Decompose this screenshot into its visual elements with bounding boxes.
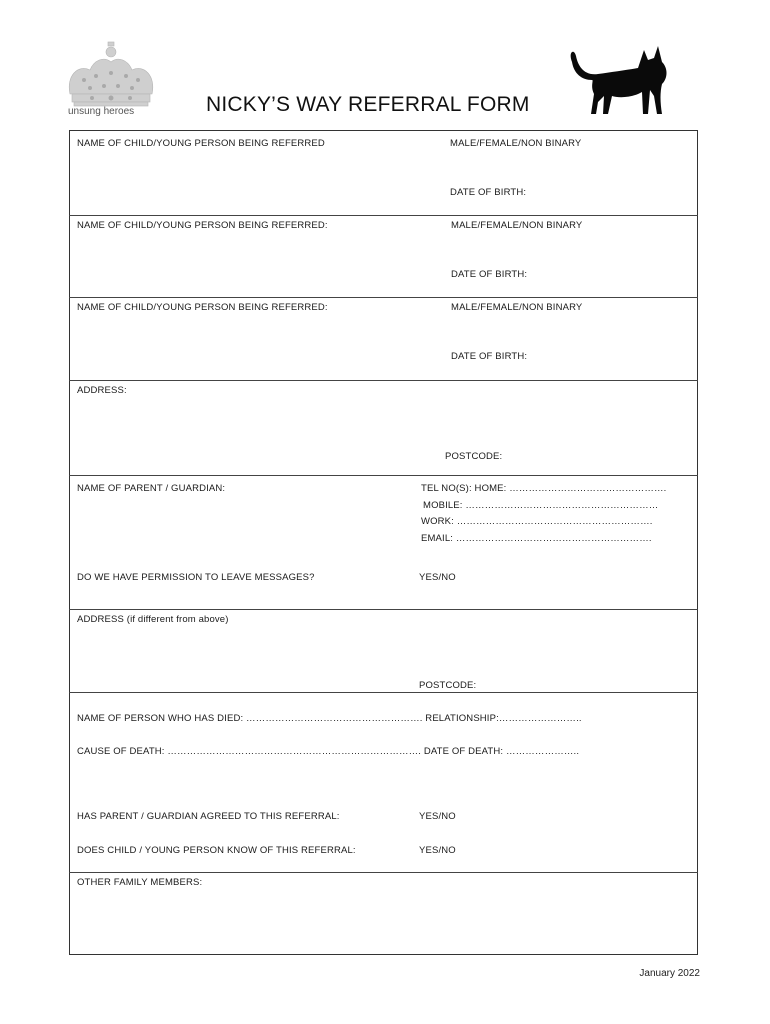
footer-date: January 2022 — [639, 968, 700, 979]
child-1-name-label[interactable]: NAME OF CHILD/YOUNG PERSON BEING REFERRED — [77, 138, 325, 149]
alt-postcode-label[interactable]: POSTCODE: — [419, 680, 477, 691]
child-2-gender-label[interactable]: MALE/FEMALE/NON BINARY — [451, 220, 583, 231]
postcode-label[interactable]: POSTCODE: — [445, 451, 503, 462]
section-divider — [69, 872, 698, 873]
email-field[interactable]: EMAIL: ……………………………………………………. — [421, 533, 652, 544]
child-3-dob-label[interactable]: DATE OF BIRTH: — [451, 351, 528, 362]
permission-label: DO WE HAVE PERMISSION TO LEAVE MESSAGES? — [77, 572, 315, 583]
black-cat-illustration — [568, 40, 676, 118]
child-2-name-label[interactable]: NAME OF CHILD/YOUNG PERSON BEING REFERRED: — [77, 220, 328, 231]
child-3-name-label[interactable]: NAME OF CHILD/YOUNG PERSON BEING REFERRED: — [77, 302, 328, 313]
child-2-dob-label[interactable]: DATE OF BIRTH: — [451, 269, 528, 280]
section-divider — [69, 215, 698, 216]
section-divider — [69, 475, 698, 476]
cause-date-of-death-line[interactable]: CAUSE OF DEATH: ……………………………………………………………………. DATE OF DEATH: ………………….. — [77, 746, 580, 757]
section-divider — [69, 380, 698, 381]
deceased-name-relationship-line[interactable]: NAME OF PERSON WHO HAS DIED: ………………………………………………. RELATIONSHIP:…………………….. — [77, 713, 582, 724]
logo-caption: unsung heroes — [68, 106, 135, 117]
guardian-agreed-yes-no[interactable]: YES/NO — [419, 811, 456, 822]
page-title: NICKY’S WAY REFERRAL FORM — [206, 93, 530, 116]
guardian-name-label[interactable]: NAME OF PARENT / GUARDIAN: — [77, 483, 226, 494]
child-knows-yes-no[interactable]: YES/NO — [419, 845, 456, 856]
work-field[interactable]: WORK: ……………………………………………………. — [421, 516, 653, 527]
other-family-members-label[interactable]: OTHER FAMILY MEMBERS: — [77, 877, 203, 888]
child-1-gender-label[interactable]: MALE/FEMALE/NON BINARY — [450, 138, 582, 149]
section-divider — [69, 692, 698, 693]
permission-yes-no[interactable]: YES/NO — [419, 572, 456, 583]
mobile-field[interactable]: MOBILE: …………………………………………………… — [423, 500, 659, 511]
child-1-dob-label[interactable]: DATE OF BIRTH: — [450, 187, 527, 198]
alt-address-label[interactable]: ADDRESS (if different from above) — [77, 614, 229, 625]
section-divider — [69, 297, 698, 298]
child-knows-label: DOES CHILD / YOUNG PERSON KNOW OF THIS REFERRAL: — [77, 845, 356, 856]
tel-home-field[interactable]: TEL NO(S): HOME: …………………………………………. — [421, 483, 667, 494]
guardian-agreed-label: HAS PARENT / GUARDIAN AGREED TO THIS REFERRAL: — [77, 811, 340, 822]
section-divider — [69, 609, 698, 610]
address-label[interactable]: ADDRESS: — [77, 385, 127, 396]
child-3-gender-label[interactable]: MALE/FEMALE/NON BINARY — [451, 302, 583, 313]
